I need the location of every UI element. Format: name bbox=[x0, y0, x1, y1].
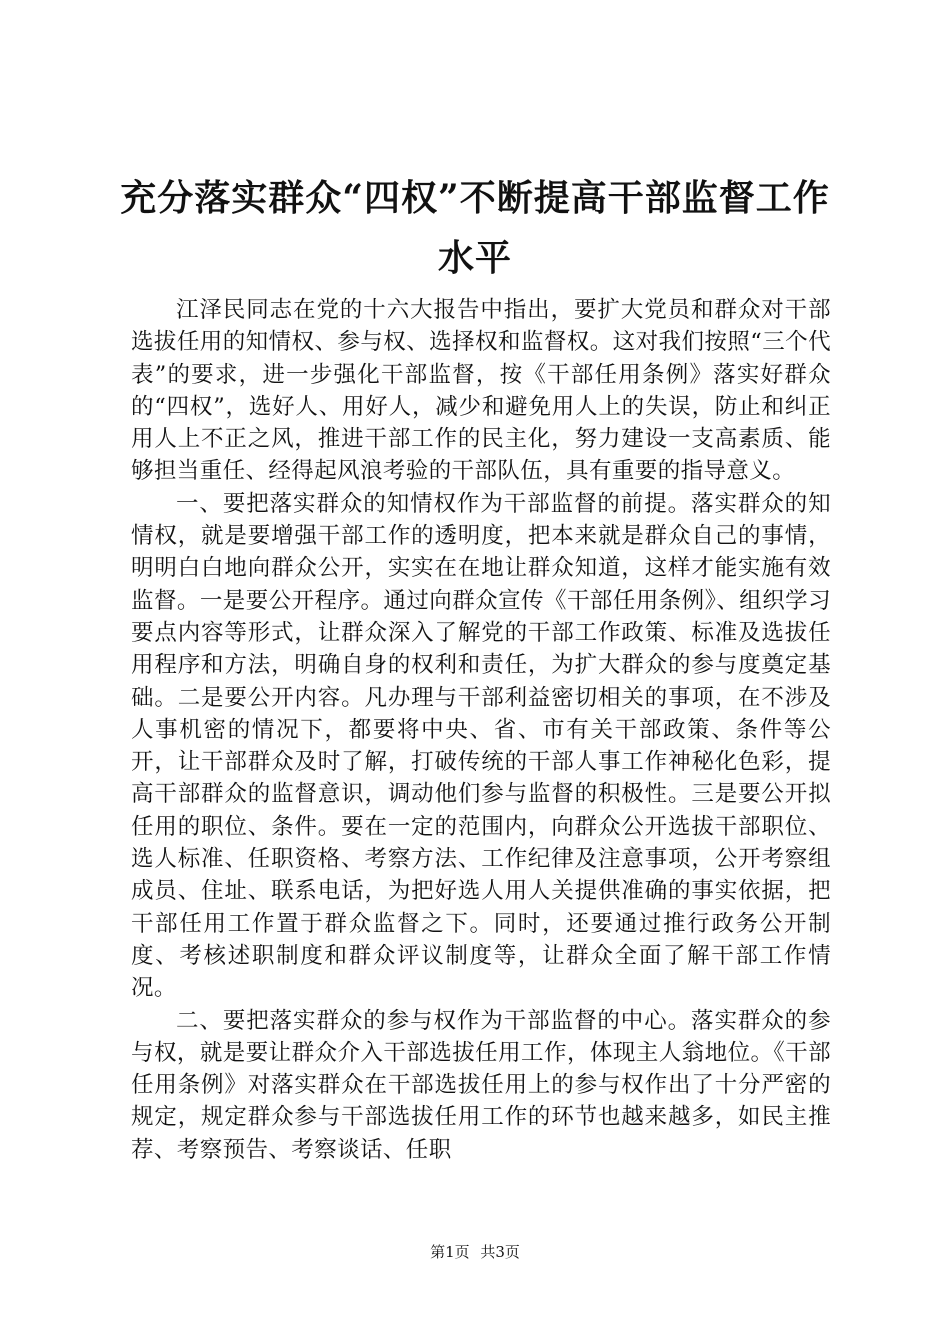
document-body bbox=[131, 294, 831, 1166]
paragraph-section-1: 一、要把落实群众的知情权作为干部监督的前提。落实群众的知情权，就是要增强干部工作的透明度，把本来就是群众自己的事情，明明白白地向群众公开，实实在在地让群众知道，这样才能实施有效监督。一是要公开程序。通过向群众宣传《干部任用条例》、组织学习要点内容等形式，让群众深入了解党的干部工作政策、标准及选拔任用程序和方法，明确自身的权利和责任，为扩大群众的参与度奠定基础。二是要公开内容。凡办理与干部利益密切相关的事项，在不涉及人事机密的情况下，都要将中央、省、市有关干部政策、条件等公开，让干部群众及时了解，打破传统的干部人事工作神秘化色彩，提高干部群众的监督意识，调动他们参与监督的积极性。三是要公开拟任用的职位、条件。要在一定的范围内，向群众公开选拔干部职位、选人标准、任职资格、考察方法、工作纪律及注意事项，公开考察组成员、住址、联系电话，为把好选人用人关提供准确的事实依据，把干部任用工作置于群众监督之下。同时，还要通过推行政务公开制度、考核述职制度和群众评议制度等，让群众全面了解干部工作情况。 bbox=[131, 490, 831, 1002]
page-footer bbox=[0, 1242, 950, 1262]
document-title: 充分落实群众“四权”不断提高干部监督工作水平 bbox=[120, 177, 830, 279]
page-number: 第1页 bbox=[430, 1243, 470, 1261]
paragraph-section-2: 二、要把落实群众的参与权作为干部监督的中心。落实群众的参与权，就是要让群众介入干部选拔任用工作，体现主人翁地位。《干部任用条例》对落实群众在干部选拔任用上的参与权作出了十分严密的规定，规定群众参与干部选拔任用工作的环节也越来越多，如民主推荐、考察预告、考察谈话、任职 bbox=[131, 1007, 831, 1163]
page-total: 共3页 bbox=[480, 1243, 520, 1261]
paragraph-intro: 江泽民同志在党的十六大报告中指出，要扩大党员和群众对干部选拔任用的知情权、参与权、选择权和监督权。这对我们按照“三个代表”的要求，进一步强化干部监督，按《干部任用条例》落实好群众的“四权”，选好人、用好人，减少和避免用人上的失误，防止和纠正用人上不正之风，推进干部工作的民主化，努力建设一支高素质、能够担当重任、经得起风浪考验的干部队伍，具有重要的指导意义。 bbox=[131, 297, 831, 485]
